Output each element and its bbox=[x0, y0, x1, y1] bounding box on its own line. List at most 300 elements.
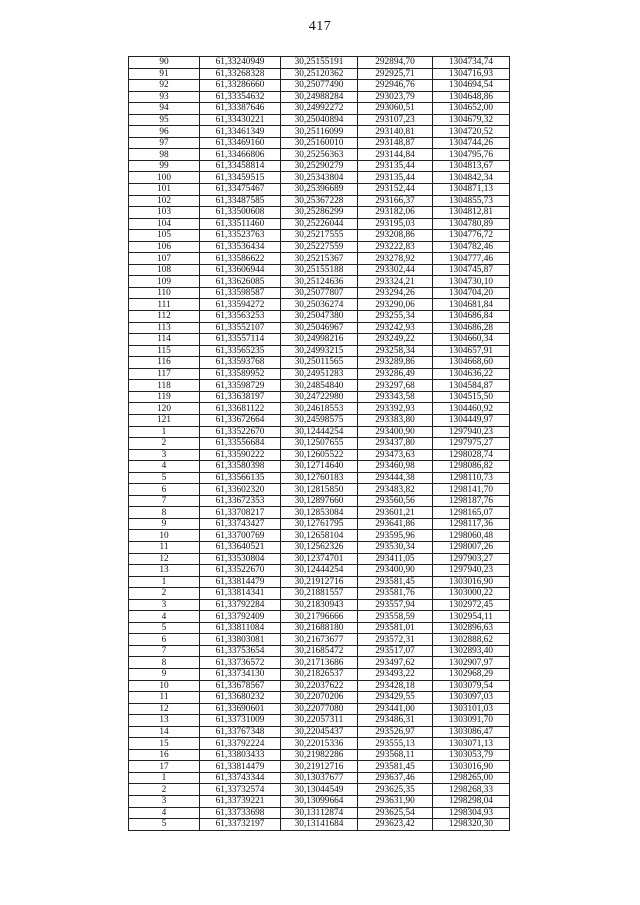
longitude-cell: 30,24618553 bbox=[281, 403, 358, 415]
longitude-cell: 30,22015336 bbox=[281, 738, 358, 750]
table-row bbox=[129, 80, 510, 92]
point-number-cell: 96 bbox=[129, 126, 200, 138]
x-coordinate-cell: 293437,80 bbox=[358, 438, 433, 450]
longitude-cell: 30,22057311 bbox=[281, 715, 358, 727]
y-coordinate-cell: 1298265,00 bbox=[433, 772, 510, 784]
point-number-cell: 16 bbox=[129, 749, 200, 761]
point-number-cell: 108 bbox=[129, 264, 200, 276]
point-number-cell: 4 bbox=[129, 807, 200, 819]
table-row bbox=[129, 807, 510, 819]
y-coordinate-cell: 1303086,47 bbox=[433, 726, 510, 738]
longitude-cell: 30,12815850 bbox=[281, 484, 358, 496]
table-row bbox=[129, 668, 510, 680]
latitude-cell: 61,33511460 bbox=[200, 218, 281, 230]
longitude-cell: 30,12605522 bbox=[281, 449, 358, 461]
point-number-cell: 119 bbox=[129, 391, 200, 403]
y-coordinate-cell: 1304813,67 bbox=[433, 160, 510, 172]
x-coordinate-cell: 293297,68 bbox=[358, 380, 433, 392]
latitude-cell: 61,33814479 bbox=[200, 761, 281, 773]
table-row bbox=[129, 565, 510, 577]
latitude-cell: 61,33732197 bbox=[200, 819, 281, 831]
latitude-cell: 61,33708217 bbox=[200, 507, 281, 519]
table-row bbox=[129, 391, 510, 403]
x-coordinate-cell: 293601,21 bbox=[358, 507, 433, 519]
table-row bbox=[129, 541, 510, 553]
table-row bbox=[129, 218, 510, 230]
table-row bbox=[129, 726, 510, 738]
point-number-cell: 2 bbox=[129, 588, 200, 600]
point-number-cell: 118 bbox=[129, 380, 200, 392]
latitude-cell: 61,33566135 bbox=[200, 472, 281, 484]
longitude-cell: 30,12374701 bbox=[281, 553, 358, 565]
latitude-cell: 61,33814341 bbox=[200, 588, 281, 600]
longitude-cell: 30,22037622 bbox=[281, 680, 358, 692]
x-coordinate-cell: 293152,44 bbox=[358, 184, 433, 196]
table-row bbox=[129, 622, 510, 634]
table-row bbox=[129, 357, 510, 369]
longitude-cell: 30,25036274 bbox=[281, 299, 358, 311]
table-row bbox=[129, 461, 510, 473]
x-coordinate-cell: 293222,83 bbox=[358, 241, 433, 253]
longitude-cell: 30,21796666 bbox=[281, 611, 358, 623]
table-row bbox=[129, 287, 510, 299]
latitude-cell: 61,33598587 bbox=[200, 287, 281, 299]
point-number-cell: 8 bbox=[129, 507, 200, 519]
y-coordinate-cell: 1304855,73 bbox=[433, 195, 510, 207]
y-coordinate-cell: 1304734,74 bbox=[433, 57, 510, 69]
longitude-cell: 30,21688180 bbox=[281, 622, 358, 634]
latitude-cell: 61,33552107 bbox=[200, 322, 281, 334]
longitude-cell: 30,24998216 bbox=[281, 334, 358, 346]
table-row bbox=[129, 160, 510, 172]
longitude-cell: 30,13099664 bbox=[281, 796, 358, 808]
latitude-cell: 61,33522670 bbox=[200, 426, 281, 438]
y-coordinate-cell: 1304782,46 bbox=[433, 241, 510, 253]
latitude-cell: 61,33640521 bbox=[200, 541, 281, 553]
y-coordinate-cell: 1298110,73 bbox=[433, 472, 510, 484]
table-row bbox=[129, 91, 510, 103]
longitude-cell: 30,25120362 bbox=[281, 68, 358, 80]
y-coordinate-cell: 1302896,63 bbox=[433, 622, 510, 634]
table-row bbox=[129, 230, 510, 242]
point-number-cell: 5 bbox=[129, 472, 200, 484]
table-row bbox=[129, 507, 510, 519]
y-coordinate-cell: 1302954,11 bbox=[433, 611, 510, 623]
longitude-cell: 30,24993215 bbox=[281, 345, 358, 357]
latitude-cell: 61,33743344 bbox=[200, 772, 281, 784]
table-row bbox=[129, 322, 510, 334]
point-number-cell: 106 bbox=[129, 241, 200, 253]
y-coordinate-cell: 1304720,52 bbox=[433, 126, 510, 138]
table-row bbox=[129, 484, 510, 496]
x-coordinate-cell: 293581,45 bbox=[358, 761, 433, 773]
latitude-cell: 61,33753654 bbox=[200, 645, 281, 657]
table-row bbox=[129, 657, 510, 669]
longitude-cell: 30,25343804 bbox=[281, 172, 358, 184]
table-row bbox=[129, 137, 510, 149]
longitude-cell: 30,21685472 bbox=[281, 645, 358, 657]
point-number-cell: 94 bbox=[129, 103, 200, 115]
y-coordinate-cell: 1304745,87 bbox=[433, 264, 510, 276]
y-coordinate-cell: 1303071,13 bbox=[433, 738, 510, 750]
longitude-cell: 30,25046967 bbox=[281, 322, 358, 334]
y-coordinate-cell: 1298298,04 bbox=[433, 796, 510, 808]
x-coordinate-cell: 293294,26 bbox=[358, 287, 433, 299]
longitude-cell: 30,12897660 bbox=[281, 495, 358, 507]
latitude-cell: 61,33681122 bbox=[200, 403, 281, 415]
x-coordinate-cell: 293526,97 bbox=[358, 726, 433, 738]
x-coordinate-cell: 293558,59 bbox=[358, 611, 433, 623]
longitude-cell: 30,12444254 bbox=[281, 565, 358, 577]
table-row bbox=[129, 334, 510, 346]
longitude-cell: 30,12714640 bbox=[281, 461, 358, 473]
y-coordinate-cell: 1297903,27 bbox=[433, 553, 510, 565]
latitude-cell: 61,33458814 bbox=[200, 160, 281, 172]
table-row bbox=[129, 184, 510, 196]
latitude-cell: 61,33638197 bbox=[200, 391, 281, 403]
x-coordinate-cell: 293483,82 bbox=[358, 484, 433, 496]
latitude-cell: 61,33803433 bbox=[200, 749, 281, 761]
table-row bbox=[129, 403, 510, 415]
y-coordinate-cell: 1303053,79 bbox=[433, 749, 510, 761]
point-number-cell: 90 bbox=[129, 57, 200, 69]
x-coordinate-cell: 292925,71 bbox=[358, 68, 433, 80]
table-row bbox=[129, 680, 510, 692]
y-coordinate-cell: 1304584,87 bbox=[433, 380, 510, 392]
table-row bbox=[129, 692, 510, 704]
x-coordinate-cell: 293411,05 bbox=[358, 553, 433, 565]
y-coordinate-cell: 1304686,84 bbox=[433, 311, 510, 323]
longitude-cell: 30,25047380 bbox=[281, 311, 358, 323]
y-coordinate-cell: 1298165,07 bbox=[433, 507, 510, 519]
y-coordinate-cell: 1298320,30 bbox=[433, 819, 510, 831]
point-number-cell: 121 bbox=[129, 414, 200, 426]
longitude-cell: 30,25226044 bbox=[281, 218, 358, 230]
point-number-cell: 105 bbox=[129, 230, 200, 242]
point-number-cell: 14 bbox=[129, 726, 200, 738]
longitude-cell: 30,21912716 bbox=[281, 576, 358, 588]
x-coordinate-cell: 293429,55 bbox=[358, 692, 433, 704]
x-coordinate-cell: 293242,93 bbox=[358, 322, 433, 334]
y-coordinate-cell: 1304460,92 bbox=[433, 403, 510, 415]
table-row bbox=[129, 172, 510, 184]
y-coordinate-cell: 1304648,86 bbox=[433, 91, 510, 103]
point-number-cell: 111 bbox=[129, 299, 200, 311]
longitude-cell: 30,12761795 bbox=[281, 518, 358, 530]
y-coordinate-cell: 1304716,93 bbox=[433, 68, 510, 80]
longitude-cell: 30,21826537 bbox=[281, 668, 358, 680]
latitude-cell: 61,33536434 bbox=[200, 241, 281, 253]
longitude-cell: 30,25256363 bbox=[281, 149, 358, 161]
latitude-cell: 61,33739221 bbox=[200, 796, 281, 808]
x-coordinate-cell: 293324,21 bbox=[358, 276, 433, 288]
x-coordinate-cell: 293631,90 bbox=[358, 796, 433, 808]
y-coordinate-cell: 1304795,76 bbox=[433, 149, 510, 161]
latitude-cell: 61,33593768 bbox=[200, 357, 281, 369]
x-coordinate-cell: 293428,18 bbox=[358, 680, 433, 692]
longitude-cell: 30,21673677 bbox=[281, 634, 358, 646]
point-number-cell: 8 bbox=[129, 657, 200, 669]
table-row bbox=[129, 576, 510, 588]
longitude-cell: 30,25290279 bbox=[281, 160, 358, 172]
latitude-cell: 61,33590222 bbox=[200, 449, 281, 461]
longitude-cell: 30,22077080 bbox=[281, 703, 358, 715]
latitude-cell: 61,33530804 bbox=[200, 553, 281, 565]
x-coordinate-cell: 293595,96 bbox=[358, 530, 433, 542]
y-coordinate-cell: 1303000,22 bbox=[433, 588, 510, 600]
table-row bbox=[129, 68, 510, 80]
x-coordinate-cell: 292946,76 bbox=[358, 80, 433, 92]
table-row bbox=[129, 114, 510, 126]
longitude-cell: 30,25155188 bbox=[281, 264, 358, 276]
x-coordinate-cell: 293107,23 bbox=[358, 114, 433, 126]
y-coordinate-cell: 1298187,76 bbox=[433, 495, 510, 507]
table-row bbox=[129, 703, 510, 715]
table-row bbox=[129, 784, 510, 796]
x-coordinate-cell: 293625,54 bbox=[358, 807, 433, 819]
point-number-cell: 93 bbox=[129, 91, 200, 103]
latitude-cell: 61,33387646 bbox=[200, 103, 281, 115]
point-number-cell: 107 bbox=[129, 253, 200, 265]
point-number-cell: 7 bbox=[129, 645, 200, 657]
latitude-cell: 61,33522670 bbox=[200, 565, 281, 577]
longitude-cell: 30,13044549 bbox=[281, 784, 358, 796]
point-number-cell: 7 bbox=[129, 495, 200, 507]
x-coordinate-cell: 293486,31 bbox=[358, 715, 433, 727]
point-number-cell: 1 bbox=[129, 576, 200, 588]
y-coordinate-cell: 1304871,13 bbox=[433, 184, 510, 196]
point-number-cell: 17 bbox=[129, 761, 200, 773]
y-coordinate-cell: 1304652,00 bbox=[433, 103, 510, 115]
latitude-cell: 61,33700769 bbox=[200, 530, 281, 542]
table-row bbox=[129, 588, 510, 600]
table-row bbox=[129, 772, 510, 784]
x-coordinate-cell: 293140,81 bbox=[358, 126, 433, 138]
latitude-cell: 61,33734130 bbox=[200, 668, 281, 680]
y-coordinate-cell: 1304694,54 bbox=[433, 80, 510, 92]
x-coordinate-cell: 293135,44 bbox=[358, 172, 433, 184]
table-row bbox=[129, 345, 510, 357]
y-coordinate-cell: 1304657,91 bbox=[433, 345, 510, 357]
page-number: 417 bbox=[308, 19, 332, 34]
point-number-cell: 91 bbox=[129, 68, 200, 80]
x-coordinate-cell: 293208,86 bbox=[358, 230, 433, 242]
longitude-cell: 30,25227559 bbox=[281, 241, 358, 253]
longitude-cell: 30,25077490 bbox=[281, 80, 358, 92]
table-row bbox=[129, 645, 510, 657]
longitude-cell: 30,25217555 bbox=[281, 230, 358, 242]
x-coordinate-cell: 293637,46 bbox=[358, 772, 433, 784]
latitude-cell: 61,33459515 bbox=[200, 172, 281, 184]
longitude-cell: 30,13141684 bbox=[281, 819, 358, 831]
longitude-cell: 30,25155191 bbox=[281, 57, 358, 69]
latitude-cell: 61,33500608 bbox=[200, 207, 281, 219]
x-coordinate-cell: 293286,49 bbox=[358, 368, 433, 380]
x-coordinate-cell: 293400,90 bbox=[358, 426, 433, 438]
table-row bbox=[129, 819, 510, 831]
longitude-cell: 30,24598575 bbox=[281, 414, 358, 426]
point-number-cell: 102 bbox=[129, 195, 200, 207]
y-coordinate-cell: 1297940,23 bbox=[433, 426, 510, 438]
point-number-cell: 1 bbox=[129, 772, 200, 784]
longitude-cell: 30,12658104 bbox=[281, 530, 358, 542]
table-row bbox=[129, 599, 510, 611]
latitude-cell: 61,33286660 bbox=[200, 80, 281, 92]
latitude-cell: 61,33792409 bbox=[200, 611, 281, 623]
point-number-cell: 9 bbox=[129, 668, 200, 680]
longitude-cell: 30,24951283 bbox=[281, 368, 358, 380]
y-coordinate-cell: 1304668,60 bbox=[433, 357, 510, 369]
table-row bbox=[129, 518, 510, 530]
longitude-cell: 30,25215367 bbox=[281, 253, 358, 265]
x-coordinate-cell: 293625,35 bbox=[358, 784, 433, 796]
latitude-cell: 61,33487585 bbox=[200, 195, 281, 207]
latitude-cell: 61,33475467 bbox=[200, 184, 281, 196]
latitude-cell: 61,33803081 bbox=[200, 634, 281, 646]
x-coordinate-cell: 293258,34 bbox=[358, 345, 433, 357]
latitude-cell: 61,33354632 bbox=[200, 91, 281, 103]
table-row bbox=[129, 380, 510, 392]
y-coordinate-cell: 1304686,28 bbox=[433, 322, 510, 334]
longitude-cell: 30,25160010 bbox=[281, 137, 358, 149]
table-row bbox=[129, 299, 510, 311]
table-row bbox=[129, 553, 510, 565]
longitude-cell: 30,21713686 bbox=[281, 657, 358, 669]
y-coordinate-cell: 1304704,20 bbox=[433, 287, 510, 299]
x-coordinate-cell: 293530,34 bbox=[358, 541, 433, 553]
x-coordinate-cell: 293555,13 bbox=[358, 738, 433, 750]
table-row bbox=[129, 103, 510, 115]
x-coordinate-cell: 293290,06 bbox=[358, 299, 433, 311]
latitude-cell: 61,33733698 bbox=[200, 807, 281, 819]
point-number-cell: 101 bbox=[129, 184, 200, 196]
longitude-cell: 30,12507655 bbox=[281, 438, 358, 450]
longitude-cell: 30,12760183 bbox=[281, 472, 358, 484]
longitude-cell: 30,25011565 bbox=[281, 357, 358, 369]
x-coordinate-cell: 293557,94 bbox=[358, 599, 433, 611]
latitude-cell: 61,33731009 bbox=[200, 715, 281, 727]
x-coordinate-cell: 293195,03 bbox=[358, 218, 433, 230]
latitude-cell: 61,33594272 bbox=[200, 299, 281, 311]
point-number-cell: 109 bbox=[129, 276, 200, 288]
x-coordinate-cell: 293383,80 bbox=[358, 414, 433, 426]
longitude-cell: 30,25124636 bbox=[281, 276, 358, 288]
table-row bbox=[129, 472, 510, 484]
latitude-cell: 61,33556684 bbox=[200, 438, 281, 450]
x-coordinate-cell: 293278,92 bbox=[358, 253, 433, 265]
x-coordinate-cell: 293517,07 bbox=[358, 645, 433, 657]
point-number-cell: 97 bbox=[129, 137, 200, 149]
y-coordinate-cell: 1298028,74 bbox=[433, 449, 510, 461]
point-number-cell: 4 bbox=[129, 611, 200, 623]
x-coordinate-cell: 293441,00 bbox=[358, 703, 433, 715]
latitude-cell: 61,33466806 bbox=[200, 149, 281, 161]
longitude-cell: 30,21830943 bbox=[281, 599, 358, 611]
x-coordinate-cell: 293302,44 bbox=[358, 264, 433, 276]
x-coordinate-cell: 293144,84 bbox=[358, 149, 433, 161]
y-coordinate-cell: 1298007,26 bbox=[433, 541, 510, 553]
point-number-cell: 114 bbox=[129, 334, 200, 346]
coordinates-table bbox=[128, 56, 510, 831]
point-number-cell: 13 bbox=[129, 565, 200, 577]
point-number-cell: 95 bbox=[129, 114, 200, 126]
y-coordinate-cell: 1304812,81 bbox=[433, 207, 510, 219]
longitude-cell: 30,12562326 bbox=[281, 541, 358, 553]
point-number-cell: 12 bbox=[129, 703, 200, 715]
latitude-cell: 61,33523763 bbox=[200, 230, 281, 242]
x-coordinate-cell: 293400,90 bbox=[358, 565, 433, 577]
table-row bbox=[129, 611, 510, 623]
latitude-cell: 61,33563253 bbox=[200, 311, 281, 323]
y-coordinate-cell: 1297975,27 bbox=[433, 438, 510, 450]
y-coordinate-cell: 1302972,45 bbox=[433, 599, 510, 611]
latitude-cell: 61,33672353 bbox=[200, 495, 281, 507]
y-coordinate-cell: 1303016,90 bbox=[433, 576, 510, 588]
longitude-cell: 30,25286299 bbox=[281, 207, 358, 219]
table-row bbox=[129, 195, 510, 207]
table-row bbox=[129, 738, 510, 750]
point-number-cell: 15 bbox=[129, 738, 200, 750]
table-row bbox=[129, 276, 510, 288]
x-coordinate-cell: 293493,22 bbox=[358, 668, 433, 680]
y-coordinate-cell: 1304776,72 bbox=[433, 230, 510, 242]
longitude-cell: 30,24988284 bbox=[281, 91, 358, 103]
table-row bbox=[129, 264, 510, 276]
table-row bbox=[129, 253, 510, 265]
y-coordinate-cell: 1304660,34 bbox=[433, 334, 510, 346]
x-coordinate-cell: 293581,01 bbox=[358, 622, 433, 634]
x-coordinate-cell: 293473,63 bbox=[358, 449, 433, 461]
point-number-cell: 116 bbox=[129, 357, 200, 369]
y-coordinate-cell: 1304777,46 bbox=[433, 253, 510, 265]
point-number-cell: 110 bbox=[129, 287, 200, 299]
y-coordinate-cell: 1304744,26 bbox=[433, 137, 510, 149]
latitude-cell: 61,33589952 bbox=[200, 368, 281, 380]
latitude-cell: 61,33690601 bbox=[200, 703, 281, 715]
x-coordinate-cell: 293623,42 bbox=[358, 819, 433, 831]
x-coordinate-cell: 293135,44 bbox=[358, 160, 433, 172]
coordinates-table-body bbox=[129, 57, 510, 831]
y-coordinate-cell: 1304730,10 bbox=[433, 276, 510, 288]
point-number-cell: 113 bbox=[129, 322, 200, 334]
y-coordinate-cell: 1303101,03 bbox=[433, 703, 510, 715]
table-row bbox=[129, 368, 510, 380]
y-coordinate-cell: 1302893,40 bbox=[433, 645, 510, 657]
longitude-cell: 30,25040894 bbox=[281, 114, 358, 126]
table-row bbox=[129, 715, 510, 727]
y-coordinate-cell: 1298117,36 bbox=[433, 518, 510, 530]
latitude-cell: 61,33626085 bbox=[200, 276, 281, 288]
table-row bbox=[129, 438, 510, 450]
x-coordinate-cell: 293581,76 bbox=[358, 588, 433, 600]
point-number-cell: 5 bbox=[129, 819, 200, 831]
x-coordinate-cell: 293249,22 bbox=[358, 334, 433, 346]
point-number-cell: 6 bbox=[129, 484, 200, 496]
y-coordinate-cell: 1298060,48 bbox=[433, 530, 510, 542]
y-coordinate-cell: 1298304,93 bbox=[433, 807, 510, 819]
table-row bbox=[129, 449, 510, 461]
table-row bbox=[129, 495, 510, 507]
longitude-cell: 30,12444254 bbox=[281, 426, 358, 438]
point-number-cell: 12 bbox=[129, 553, 200, 565]
longitude-cell: 30,24992272 bbox=[281, 103, 358, 115]
point-number-cell: 99 bbox=[129, 160, 200, 172]
x-coordinate-cell: 293255,34 bbox=[358, 311, 433, 323]
table-row bbox=[129, 149, 510, 161]
longitude-cell: 30,21881557 bbox=[281, 588, 358, 600]
latitude-cell: 61,33606944 bbox=[200, 264, 281, 276]
latitude-cell: 61,33586622 bbox=[200, 253, 281, 265]
